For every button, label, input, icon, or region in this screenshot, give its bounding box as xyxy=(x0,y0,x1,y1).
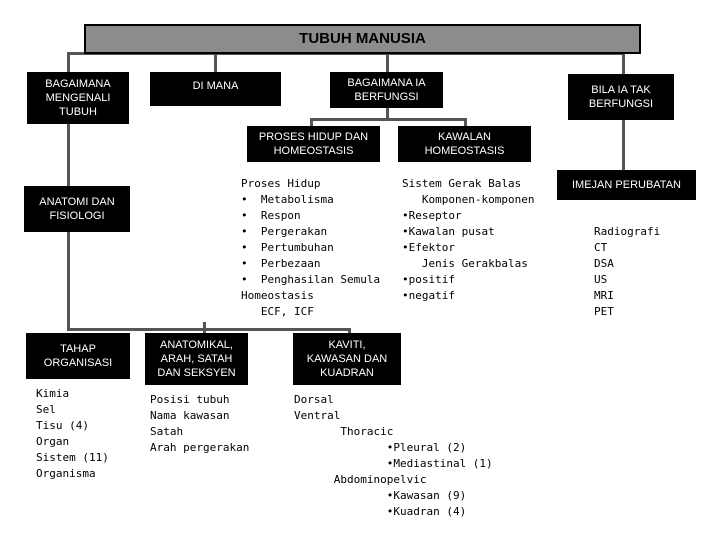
imejan-list: Radiografi CT DSA US MRI PET xyxy=(594,225,661,318)
connector-line xyxy=(310,118,466,121)
anatomi-fisiologi-box: ANATOMI DAN FISIOLOGI xyxy=(24,186,130,232)
bagaimana-mengenali-box: BAGAIMANA MENGENALI TUBUH xyxy=(27,72,129,124)
tahap-organisasi-box: TAHAP ORGANISASI xyxy=(26,333,130,379)
diagram-title: TUBUH MANUSIA xyxy=(84,24,641,54)
di-mana-box: DI MANA xyxy=(150,72,281,106)
connector-line xyxy=(214,52,217,74)
tahap-organisasi-list: Kimia Sel Tisu (4) Organ Sistem (11) Organisma xyxy=(36,387,109,480)
kawalan-homeostasis-list: Sistem Gerak Balas Komponen-komponen •Reseptor •Kawalan pusat •Efektor Jenis Gerakbalas •positif •negatif xyxy=(402,177,535,302)
bagaimana-berfungsi-box: BAGAIMANA IA BERFUNGSI xyxy=(330,72,443,108)
proses-hidup-box: PROSES HIDUP DAN HOMEOSTASIS xyxy=(247,126,380,162)
anatomikal-list: Posisi tubuh Nama kawasan Satah Arah pergerakan xyxy=(150,393,250,454)
kaviti-list: Dorsal Ventral Thoracic •Pleural (2) •Mediastinal (1) Abdominopelvic •Kawasan (9) •Kuadran (4) xyxy=(294,393,493,518)
connector-line xyxy=(67,52,70,72)
connector-line xyxy=(67,328,350,331)
connector-line xyxy=(622,120,625,172)
proses-hidup-list: Proses Hidup • Metabolisma • Respon • Pergerakan • Pertumbuhan • Perbezaan • Penghasilan Semula Homeostasis ECF, ICF xyxy=(241,177,381,318)
connector-line xyxy=(67,231,70,330)
connector-line xyxy=(67,124,70,188)
bila-tak-berfungsi-box: BILA IA TAK BERFUNGSI xyxy=(568,74,674,120)
kaviti-box: KAVITI, KAWASAN DAN KUADRAN xyxy=(293,333,401,385)
connector-line xyxy=(386,52,389,74)
connector-line xyxy=(622,52,625,74)
kawalan-homeostasis-box: KAWALAN HOMEOSTASIS xyxy=(398,126,531,162)
anatomikal-box: ANATOMIKAL, ARAH, SATAH DAN SEKSYEN xyxy=(145,333,248,385)
imejan-perubatan-box: IMEJAN PERUBATAN xyxy=(557,170,696,200)
